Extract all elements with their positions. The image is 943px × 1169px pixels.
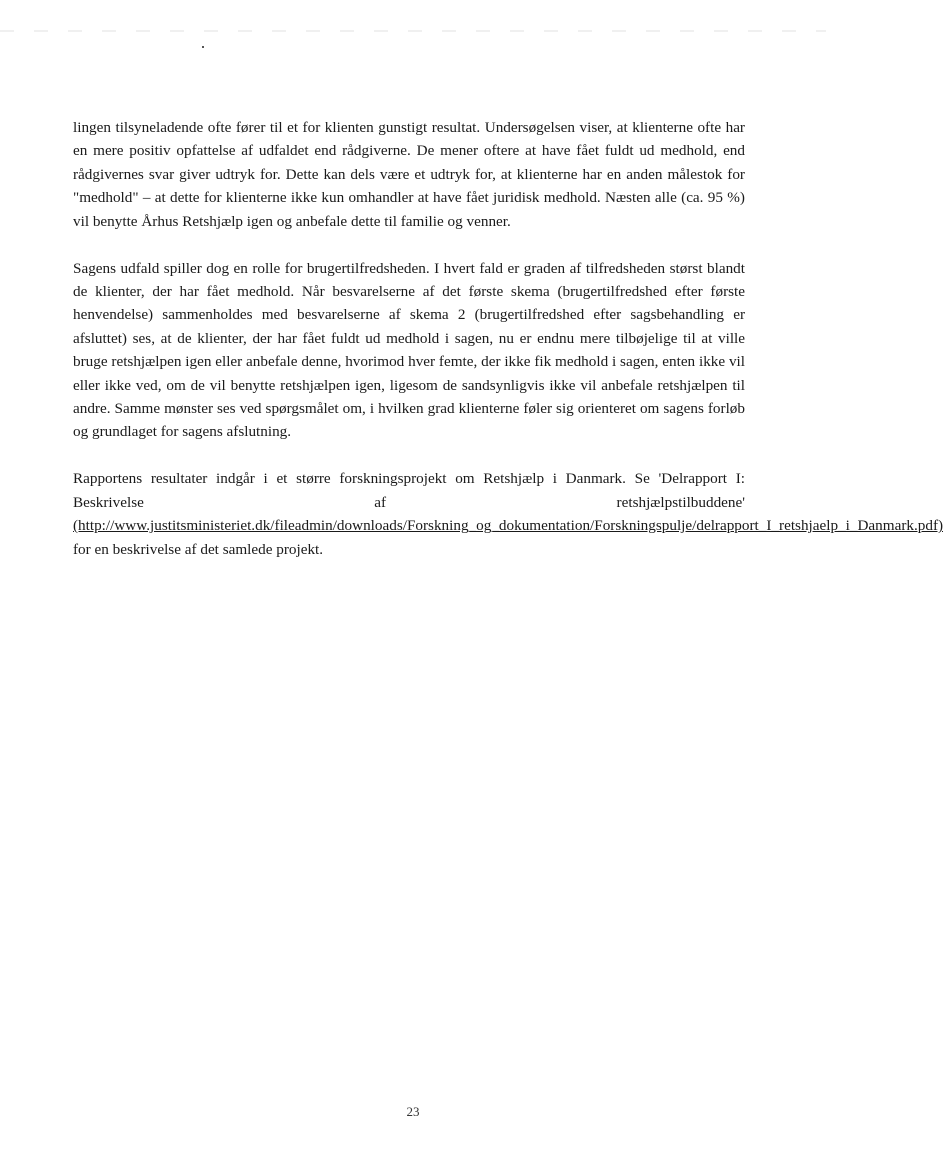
scan-speck <box>202 46 204 48</box>
page-body <box>73 116 943 561</box>
scan-edge-artifact <box>0 30 826 32</box>
paragraph-client-perception: lingen tilsyneladende ofte fører til et for klienten gunstigt resultat. Undersøgelsen viser, at klienterne ofte har en mere positiv opfattelse af udfaldet end rådgiverne. De mener oftere at have fået fuldt ud medhold, end rådgivernes svar giver udtryk for. Dette kan dels være et udtryk for, at klienterne har en anden målestok for "medhold" – at dette for klienterne ikke kun omhandler at have fået juridisk medhold. Næsten alle (ca. 95 %) vil benytte Århus Retshjælp igen og anbefale dette til familie og venner. <box>73 119 745 230</box>
reference-text-tail: for en beskrivelse af det samlede projekt. <box>73 540 324 558</box>
page-number: 23 <box>406 1104 420 1119</box>
report-url-link[interactable]: (http://www.justitsministeriet.dk/fileadmin/downloads/Forskning_og_dokumentation/Forskningspulje/delrapport_I_retshjaelp_i_Danmark.pdf) <box>73 517 943 535</box>
reference-text-lead: Rapportens resultater indgår i et større forskningsprojekt om Retshjælp i Danmark. Se 'Delrapport I: Beskrivelse af retshjælpstilbuddene' <box>73 470 745 511</box>
paragraph-report-reference <box>73 467 943 561</box>
paragraph-case-outcome: Sagens udfald spiller dog en rolle for brugertilfredsheden. I hvert fald er graden af tilfredsheden størst blandt de klienter, der har fået medhold. Når besvarelserne af det første skema (brugertilfredshed efter første henvendelse) sammenholdes med besvarelserne af skema 2 (brugertilfredshed efter sagsbehandling er afsluttet) ses, at de klienter, der har fået fuldt ud medhold i sagen, nu er endnu mere tilbøjelige til at ville bruge retshjælpen igen eller anbefale denne, hvorimod hver femte, der ikke fik medhold i sagen, enten ikke vil eller ikke ved, om de vil benytte retshjælpen igen, ligesom de sandsynligvis ikke vil anbefale retshjælpen til andre. Samme mønster ses ved spørgsmålet om, i hvilken grad klienterne føler sig orienteret om sagens forløb og grundlaget for sagens afslutning. <box>73 259 745 441</box>
